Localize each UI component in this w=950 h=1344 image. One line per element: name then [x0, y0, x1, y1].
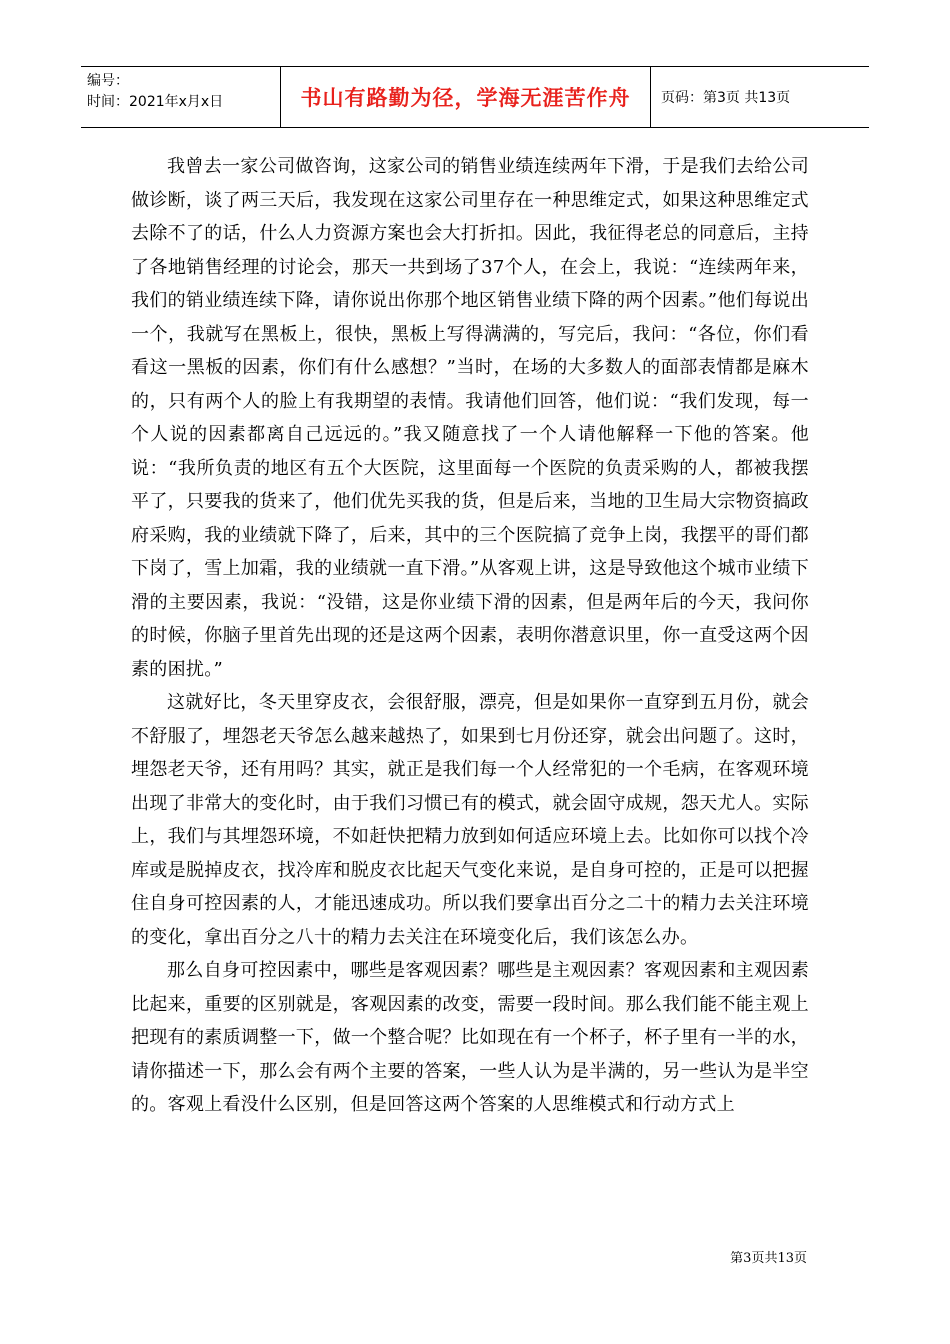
document-body: [131, 150, 809, 1122]
paragraph: 那么自身可控因素中，哪些是客观因素？哪些是主观因素？客观因素和主观因素比起来，重要的区别就是，客观因素的改变，需要一段时间。那么我们能不能主观上把现有的素质调整一下，做一个整合呢？比如现在有一个杯子，杯子里有一半的水，请你描述一下，那么会有两个主要的答案，一些人认为是半满的，另一些认为是半空的。客观上看没什么区别，但是回答这两个答案的人思维模式和行动方式上: [131, 960, 809, 1115]
header-page-label: 页码：第3页 共13页: [661, 90, 791, 106]
page-header: [81, 66, 869, 128]
header-motto: 书山有路勤为径，学海无涯苦作舟: [281, 67, 651, 127]
document-number-label: 编号：: [87, 73, 129, 89]
paragraph: 我曾去一家公司做咨询，这家公司的销售业绩连续两年下滑，于是我们去给公司做诊断，谈了两三天后，我发现在这家公司里存在一种思维定式，如果这种思维定式去除不了的话，什么人力资源方案也会大打折扣。因此，我征得老总的同意后，主持了各地销售经理的讨论会，那天一共到场了37个人，在会上，我说：“连续两年来，我们的销业绩连续下降，请你说出你那个地区销售业绩下降的两个因素。”他们每说出一个，我就写在黑板上，很快，黑板上写得满满的，写完后，我问：“各位，你们看看这一黑板的因素，你们有什么感想？”当时，在场的大多数人的面部表情都是麻木的，只有两个人的脸上有我期望的表情。我请他们回答，他们说：“我们发现，每一个人说的因素都离自己远远的。”我又随意找了一个人请他解释一下他的答案。他说：“我所负责的地区有五个大医院，这里面每一个医院的负责采购的人，都被我摆平了，只要我的货来了，他们优先买我的货，但是后来，当地的卫生局大宗物资搞政府采购，我的业绩就下降了，后来，其中的三个医院搞了竞争上岗，我摆平的哥们都下岗了，雪上加霜，我的业绩就一直下滑。”从客观上讲，这是导致他这个城市业绩下滑的主要因素，我说：“没错，这是你业绩下滑的因素，但是两年后的今天，我问你的时候，你脑子里首先出现的还是这两个因素，表明你潜意识里，你一直受这两个因素的困扰。”: [131, 156, 809, 680]
document-date-label: 时间：2021年x月x日: [87, 94, 224, 110]
page-footer: 第3页共13页: [730, 1251, 807, 1266]
paragraph: 这就好比，冬天里穿皮衣，会很舒服，漂亮，但是如果你一直穿到五月份，就会不舒服了，埋怨老天爷怎么越来越热了，如果到七月份还穿，就会出问题了。这时，埋怨老天爷，还有用吗？其实，就正是我们每一个人经常犯的一个毛病，在客观环境出现了非常大的变化时，由于我们习惯已有的模式，就会固守成规，怨天尤人。实际上，我们与其埋怨环境，不如赶快把精力放到如何适应环境上去。比如你可以找个冷库或是脱掉皮衣，找冷库和脱皮衣比起天气变化来说，是自身可控的，正是可以把握住自身可控因素的人，才能迅速成功。所以我们要拿出百分之二十的精力去关注环境的变化，拿出百分之八十的精力去关注在环境变化后，我们该怎么办。: [131, 692, 809, 948]
header-meta: [81, 67, 281, 127]
